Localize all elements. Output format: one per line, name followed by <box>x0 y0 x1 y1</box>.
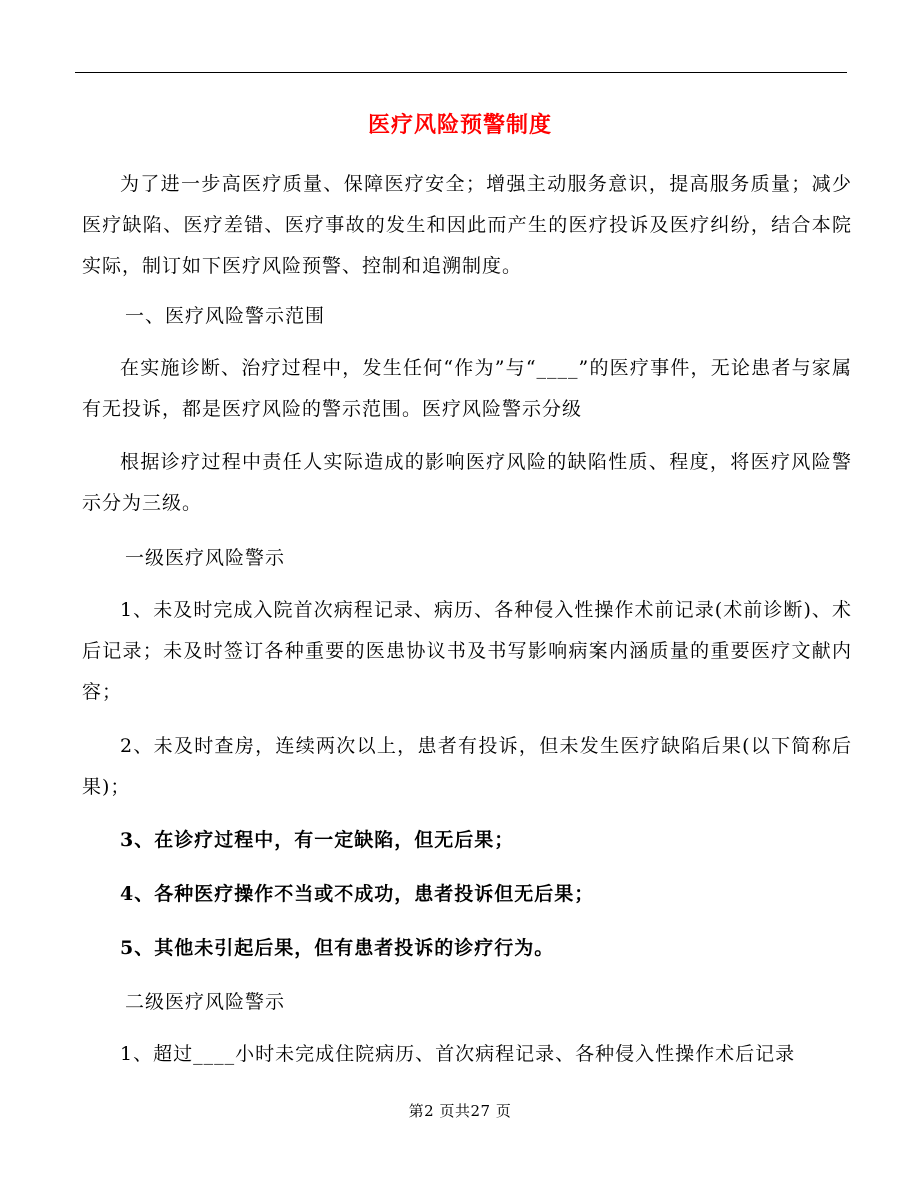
level-one-item-4: 4、各种医疗操作不当或不成功，患者投诉但无后果； <box>120 883 595 905</box>
level-one-item-5: 5、其他未引起后果，但有患者投诉的诊疗行为。 <box>120 937 555 959</box>
section-heading-scope: 一、医疗风险警示范围 <box>125 305 326 327</box>
level-two-heading: 二级医疗风险警示 <box>125 991 286 1013</box>
level-one-item-1: 1、未及时完成入院首次病程记录、病历、各种侵入性操作术前记录(术前诊断)、术后记录；未及时签订各种重要的医患协议书及书写影响病案内涵质量的重要医疗文献内容； <box>82 599 852 703</box>
level-one-item-2: 2、未及时查房，连续两次以上，患者有投诉，但未发生医疗缺陷后果(以下简称后果)； <box>82 735 852 798</box>
grading-paragraph: 根据诊疗过程中责任人实际造成的影响医疗风险的缺陷性质、程度，将医疗风险警示分为三级。 <box>82 451 852 514</box>
level-two-item-1: 1、超过____小时未完成住院病历、首次病程记录、各种侵入性操作术后记录 <box>120 1043 796 1065</box>
page-title: 医疗风险预警制度 <box>367 112 552 138</box>
level-one-item-3: 3、在诊疗过程中，有一定缺陷，但无后果； <box>120 829 515 851</box>
header-rule <box>75 72 847 73</box>
level-one-heading: 一级医疗风险警示 <box>125 547 286 569</box>
page-number: 第2 页共27 页 <box>408 1102 512 1120</box>
intro-paragraph: 为了进一步高医疗质量、保障医疗安全；增强主动服务意识，提高服务质量；减少医疗缺陷、医疗差错、医疗事故的发生和因此而产生的医疗投诉及医疗纠纷，结合本院实际，制订如下医疗风险预警、控制和追溯制度。 <box>82 173 852 277</box>
scope-paragraph: 在实施诊断、治疗过程中，发生任何“作为”与“____”的医疗事件，无论患者与家属有无投诉，都是医疗风险的警示范围。医疗风险警示分级 <box>82 357 852 420</box>
